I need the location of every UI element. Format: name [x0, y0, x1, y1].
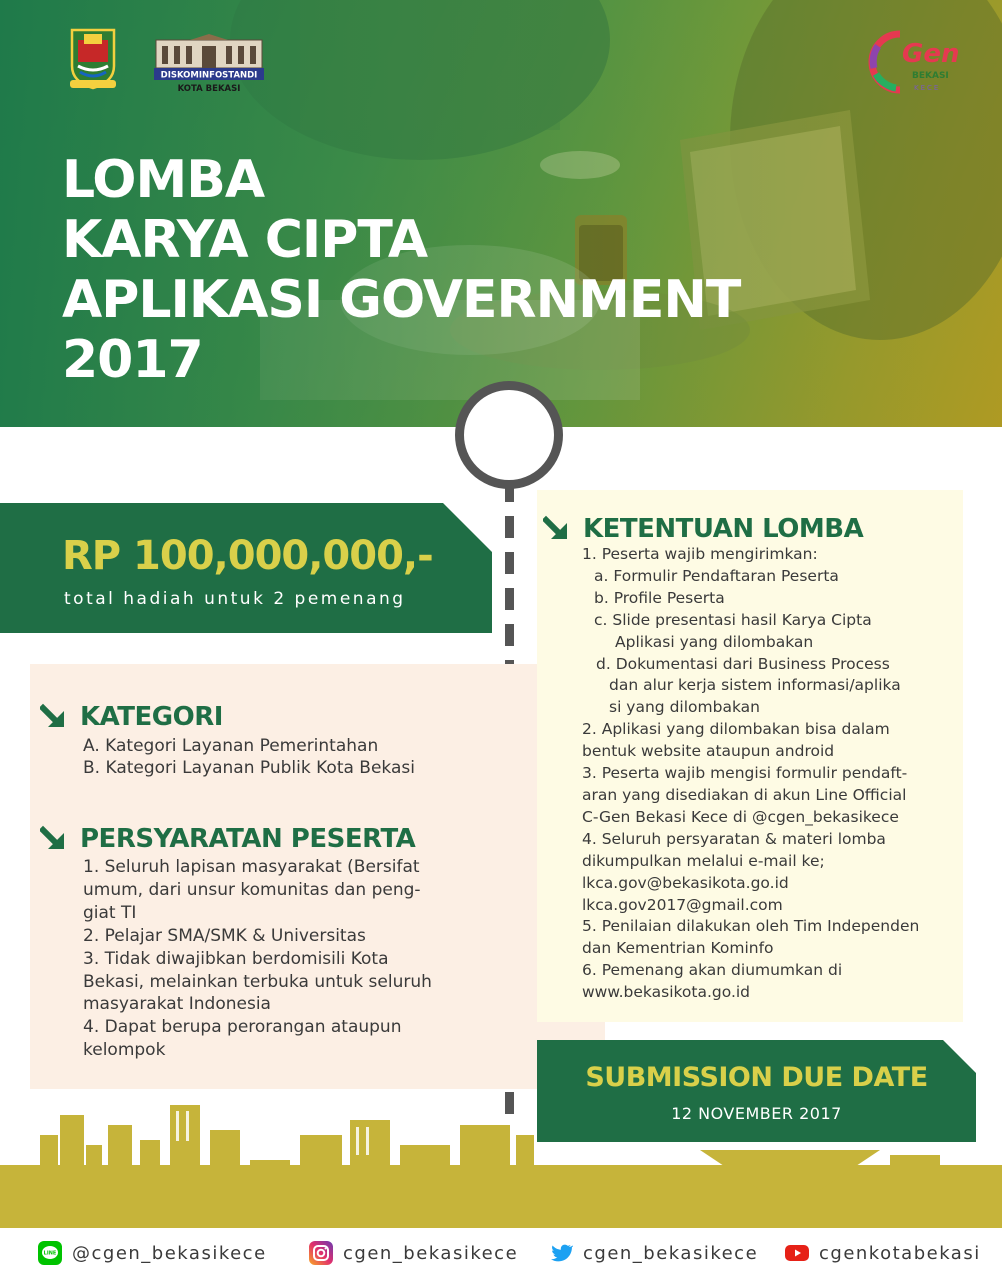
title-line-3: APLIKASI GOVERNMENT [62, 270, 741, 330]
twitter-account[interactable] [549, 1241, 758, 1265]
twitter-handle: cgen_bekasikece [583, 1242, 759, 1264]
due-title: SUBMISSION DUE DATE [585, 1062, 928, 1093]
kategori-item: A. Kategori Layanan Pemerintahan [83, 736, 379, 756]
persyaratan-list [83, 856, 432, 1062]
kota-bekasi-emblem-logo [66, 26, 120, 90]
ketentuan-email[interactable]: lkca.gov2017@gmail.com [582, 895, 783, 914]
ketentuan-line: d. Dokumentasi dari Business Process [596, 654, 890, 673]
ketentuan-line: bentuk website ataupun android [582, 742, 835, 761]
instagram-handle: cgen_bekasikece [343, 1242, 519, 1264]
persyaratan-heading [40, 824, 415, 854]
timeline-dash [505, 552, 514, 574]
ketentuan-line: a. Formulir Pendaftaran Peserta [594, 566, 839, 585]
kategori-heading [40, 702, 223, 732]
ketentuan-line: dikumpulkan melalui e-mail ke; [582, 851, 825, 870]
line-icon-label: LINE [43, 1250, 57, 1257]
persyaratan-line: 1. Seluruh lapisan masyarakat (Bersifat [83, 857, 420, 877]
line-icon [38, 1241, 62, 1265]
persyaratan-line: 2. Pelajar SMA/SMK & Universitas [83, 925, 366, 946]
page-title [62, 150, 740, 390]
persyaratan-line: umum, dari unsur komunitas dan peng- [83, 879, 421, 900]
instagram-icon [309, 1241, 333, 1265]
timeline-dash [505, 516, 514, 538]
youtube-account[interactable] [785, 1241, 981, 1265]
ketentuan-line: 4. Seluruh persyaratan & materi lomba [582, 829, 886, 848]
ketentuan-line: 6. Pemenang akan diumumkan di [582, 961, 843, 980]
dkis-logo-bottom-text: KOTA BEKASI [177, 84, 241, 94]
line-account[interactable] [38, 1241, 267, 1265]
ketentuan-line: aran yang disediakan di akun Line Official [582, 785, 907, 804]
ketentuan-line: Aplikasi yang dilombakan [615, 632, 814, 651]
persyaratan-title: PERSYARATAN PESERTA [80, 824, 416, 854]
ketentuan-line: 2. Aplikasi yang dilombakan bisa dalam [582, 720, 890, 739]
title-line-1: LOMBA [62, 150, 265, 210]
persyaratan-line: 4. Dapat berupa perorangan ataupun [83, 1017, 402, 1038]
social-footer [0, 1228, 1002, 1280]
ketentuan-line: 3. Peserta wajib mengisi formulir pendaft- [582, 764, 908, 783]
left-info-panel [30, 664, 605, 1089]
ketentuan-link[interactable]: www.bekasikota.go.id [582, 983, 751, 1002]
diskominfostandi-logo [150, 34, 268, 96]
instagram-account[interactable] [309, 1241, 518, 1265]
prize-banner [0, 503, 492, 633]
hero-banner [0, 0, 1002, 427]
persyaratan-line: 3. Tidak diwajibkan berdomisili Kota [83, 948, 389, 969]
persyaratan-line: Bekasi, melainkan terbuka untuk seluruh [83, 971, 432, 992]
ketentuan-list [582, 544, 919, 1004]
prize-subtitle: total hadiah untuk 2 pemenang [64, 589, 406, 609]
persyaratan-line: masyarakat Indonesia [83, 994, 271, 1015]
ketentuan-title: KETENTUAN LOMBA [583, 514, 864, 544]
dkis-logo-top-text: DISKOMINFOSTANDI [160, 70, 258, 81]
ketentuan-line: 1. Peserta wajib mengirimkan: [582, 545, 818, 563]
persyaratan-line: kelompok [83, 1040, 166, 1061]
timeline-circle-icon [455, 381, 563, 489]
arrow-right-down-icon [543, 515, 575, 543]
cgen-logo-text: Gen [902, 39, 960, 69]
youtube-icon [785, 1241, 809, 1265]
kategori-title: KATEGORI [80, 702, 223, 732]
ketentuan-line: C-Gen Bekasi Kece di @cgen_bekasikece [582, 807, 899, 826]
ketentuan-line: dan Kementrian Kominfo [582, 939, 774, 958]
ketentuan-email[interactable]: lkca.gov@bekasikota.go.id [582, 873, 789, 892]
cgen-bekasi-kece-logo [866, 26, 966, 98]
line-handle: @cgen_bekasikece [72, 1242, 267, 1264]
prize-amount: RP 100,000,000,- [62, 533, 433, 579]
arrow-right-down-icon [40, 825, 72, 853]
ketentuan-line: si yang dilombakan [609, 698, 760, 717]
arrow-right-down-icon [40, 703, 72, 731]
timeline-dash [505, 588, 514, 610]
ketentuan-heading [543, 514, 863, 544]
timeline-dash [505, 624, 514, 646]
kategori-list [83, 735, 415, 779]
title-line-2: KARYA CIPTA [62, 210, 428, 270]
ketentuan-line: 5. Penilaian dilakukan oleh Tim Independen [582, 917, 920, 936]
right-info-panel [537, 490, 963, 1022]
cgen-logo-sub: BEKASI [912, 71, 949, 81]
twitter-icon [549, 1241, 573, 1265]
kategori-item: B. Kategori Layanan Publik Kota Bekasi [83, 758, 415, 778]
submission-due-banner [537, 1040, 976, 1142]
ketentuan-line: dan alur kerja sistem informasi/aplika [609, 676, 901, 695]
due-date: 12 NOVEMBER 2017 [671, 1104, 842, 1123]
ketentuan-line: c. Slide presentasi hasil Karya Cipta [594, 610, 872, 629]
title-line-4: 2017 [62, 330, 203, 390]
persyaratan-line: giat TI [83, 902, 137, 923]
ketentuan-line: b. Profile Peserta [594, 588, 725, 607]
cgen-logo-tag: KECE [914, 84, 941, 92]
prize-corner-cut [443, 503, 493, 553]
youtube-channel: cgenkotabekasi [819, 1242, 981, 1264]
